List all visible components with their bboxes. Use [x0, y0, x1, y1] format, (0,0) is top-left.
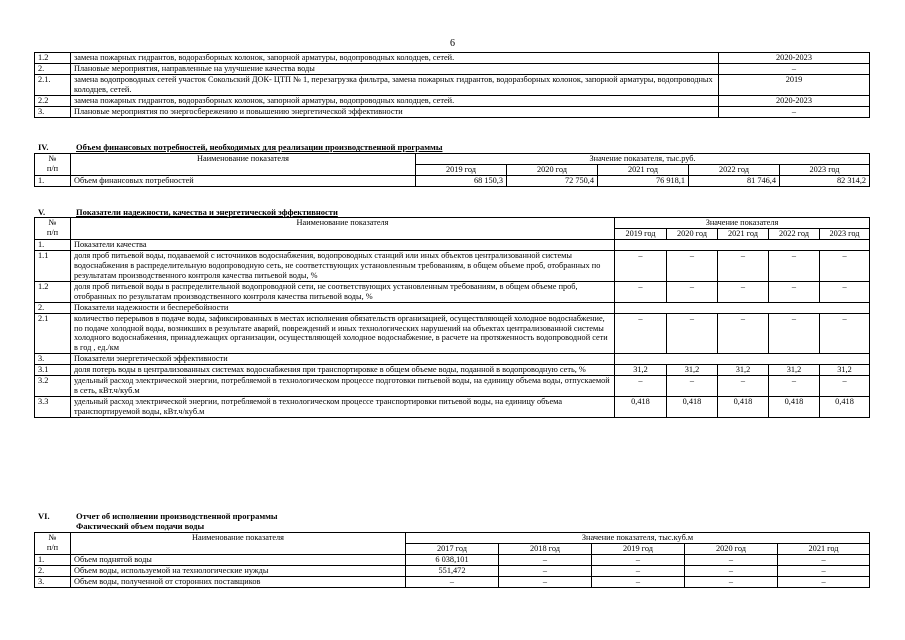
reliability-table	[34, 217, 870, 418]
row-value: –	[820, 281, 870, 302]
row-name: удельный расход электрической энергии, потребляемой в технологическом процессе подготовки питьевой воды, на единицу объема воды, отпускаемой в сеть, кВт.ч/куб.м	[71, 376, 615, 397]
row-name: доля потерь воды в централизованных системах водоснабжения при транспортировке в общем объеме воды, поданной в водопроводную сеть, %	[71, 365, 615, 376]
row-value: –	[685, 554, 778, 565]
group-row	[35, 239, 870, 250]
row-value: –	[769, 313, 820, 354]
row-num: 3.2	[35, 376, 71, 397]
row-num: 1.	[35, 554, 71, 565]
row-value: –	[615, 313, 667, 354]
row-value: 31,2	[820, 365, 870, 376]
row-value: 0,418	[820, 397, 870, 418]
header-value: Значение показателя, тыс.руб.	[416, 154, 870, 165]
row-value: 6 038,101	[406, 554, 499, 565]
row-name: Показатели качества	[71, 239, 615, 250]
table-row	[35, 175, 870, 186]
row-num: 1.2	[35, 281, 71, 302]
water-supply-table	[34, 532, 870, 588]
section-heading-vi	[38, 511, 278, 521]
row-name: удельный расход электрической энергии, потребляемой в технологическом процессе транспортировки питьевой воды, на единицу объема транспортируемой воды, кВт.ч/куб.м	[71, 397, 615, 418]
section-title: Объем финансовых потребностей, необходимых для реализации производственной программы	[76, 142, 443, 152]
row-name: Объем поднятой воды	[71, 554, 406, 565]
section-number: V.	[38, 207, 46, 217]
row-value: –	[615, 281, 667, 302]
section-number: VI.	[38, 511, 50, 521]
row-value: –	[406, 576, 499, 587]
row-num: 1.1	[35, 250, 71, 281]
page-number: 6	[450, 38, 455, 49]
row-value: –	[769, 250, 820, 281]
row-value: –	[615, 376, 667, 397]
section-heading-iv	[38, 142, 442, 152]
row-name: замена пожарных гидрантов, водоразборных колонок, запорной арматуры, водопроводных колодцев, сетей.	[71, 95, 719, 106]
table-row	[35, 63, 870, 74]
header-year: 2021 год	[778, 543, 870, 554]
row-value: –	[769, 281, 820, 302]
row-name: Показатели энергетической эффективности	[71, 354, 615, 365]
header-year: 2022 год	[769, 228, 820, 239]
header-year: 2022 год	[689, 164, 780, 175]
row-value: –	[592, 554, 685, 565]
row-num: 2.2	[35, 95, 71, 106]
row-name: Плановые мероприятия, направленные на улучшение качества воды	[71, 63, 719, 74]
row-value: –	[499, 554, 592, 565]
row-value: –	[718, 250, 769, 281]
row-value: 82 314,2	[780, 175, 870, 186]
header-name: Наименование показателя	[71, 218, 615, 240]
section-title: Отчет об исполнении производственной программы	[76, 511, 278, 521]
row-period: –	[719, 106, 870, 117]
row-num: 3.	[35, 354, 71, 365]
row-num: 2.	[35, 63, 71, 74]
table-row	[35, 250, 870, 281]
row-num: 1.	[35, 239, 71, 250]
row-value: 551,472	[406, 565, 499, 576]
table-row	[35, 53, 870, 64]
header-year: 2020 год	[507, 164, 598, 175]
header-value: Значение показателя, тыс.куб.м	[406, 533, 870, 544]
row-num: 1.2	[35, 53, 71, 64]
row-value: –	[499, 565, 592, 576]
row-value: 0,418	[718, 397, 769, 418]
row-value: –	[667, 313, 718, 354]
row-value: 31,2	[615, 365, 667, 376]
row-value: –	[667, 281, 718, 302]
row-name: доля проб питьевой воды в распределительной водопроводной сети, не соответствующих установленным требованиям, в общем объеме проб, отобранных по результатам производственного контроля качества питьевой воды, %	[71, 281, 615, 302]
section-number: IV.	[38, 142, 49, 152]
header-year: 2023 год	[780, 164, 870, 175]
financial-needs-table	[34, 153, 870, 187]
header-value: Значение показателя	[615, 218, 870, 229]
row-value: –	[615, 250, 667, 281]
header-num: № п/п	[35, 218, 71, 240]
table-row	[35, 576, 870, 587]
header-name: Наименование показателя	[71, 154, 416, 176]
row-value: 0,418	[667, 397, 718, 418]
row-value: 81 746,4	[689, 175, 780, 186]
row-value: –	[769, 376, 820, 397]
row-value: –	[685, 576, 778, 587]
row-num: 3.1	[35, 365, 71, 376]
row-num: 2.	[35, 302, 71, 313]
table-row	[35, 554, 870, 565]
row-value: 68 150,3	[416, 175, 507, 186]
row-num: 3.3	[35, 397, 71, 418]
header-year: 2021 год	[718, 228, 769, 239]
header-num: № п/п	[35, 533, 71, 555]
row-value: –	[718, 376, 769, 397]
header-num: № п/п	[35, 154, 71, 176]
table-row	[35, 313, 870, 354]
row-value: –	[592, 576, 685, 587]
row-period: 2019	[719, 74, 870, 95]
table-row	[35, 74, 870, 95]
section-subtitle	[76, 521, 204, 531]
header-year: 2017 год	[406, 543, 499, 554]
row-period: 2020-2023	[719, 95, 870, 106]
row-value: –	[820, 376, 870, 397]
row-name: количество перерывов в подаче воды, зафиксированных в местах исполнения обязательств организацией, осуществляющей холодное водоснабжение, по подаче холодной воды, возникших в результате аварий, повреждений и иных технологических нарушений на объектах централизованной системы холодного водоснабжения, принадлежащих организации, осуществляющей холодное водоснабжение, в расчете на протяженность водопроводной сети в год , ед./км	[71, 313, 615, 354]
row-num: 1.	[35, 175, 71, 186]
table-row	[35, 95, 870, 106]
header-year: 2023 год	[820, 228, 870, 239]
header-name: Наименование показателя	[71, 533, 406, 555]
row-value: 31,2	[718, 365, 769, 376]
row-name: Объем финансовых потребностей	[71, 175, 416, 186]
table-row	[35, 376, 870, 397]
row-value: –	[820, 313, 870, 354]
row-name: доля проб питьевой воды, подаваемой с источников водоснабжения, водопроводных станций или иных объектов централизованной системы водоснабжения в распределительную водопроводную сеть, не соответствующих установленным требованиям, в общем объеме проб, отобранных по результатам производственного контроля качества питьевой воды, %	[71, 250, 615, 281]
row-value: –	[778, 554, 870, 565]
table-row	[35, 106, 870, 117]
row-value: 0,418	[615, 397, 667, 418]
row-value: –	[778, 576, 870, 587]
table-row	[35, 365, 870, 376]
row-name: Показатели надежности и бесперебойности	[71, 302, 615, 313]
header-year: 2020 год	[685, 543, 778, 554]
row-value: 76 918,1	[598, 175, 689, 186]
row-value: 0,418	[769, 397, 820, 418]
header-year: 2021 год	[598, 164, 689, 175]
row-value: –	[685, 565, 778, 576]
header-year: 2019 год	[615, 228, 667, 239]
section-subtitle-text: Фактический объем подачи воды	[76, 521, 205, 531]
row-name: Плановые мероприятия по энергосбережению и повышению энергетической эффективности	[71, 106, 719, 117]
row-value: –	[718, 313, 769, 354]
row-value: –	[499, 576, 592, 587]
row-num: 3.	[35, 106, 71, 117]
group-row	[35, 354, 870, 365]
table-row	[35, 397, 870, 418]
row-period: –	[719, 63, 870, 74]
section-heading-v	[38, 207, 338, 217]
row-value: 72 750,4	[507, 175, 598, 186]
row-name: замена водопроводных сетей участок Сокольский ДОК- ЦТП № 1, перезагрузка фильтра, замена пожарных гидрантов, водоразборных колонок, запорной арматуры, водопроводных колодцев, сетей.	[71, 74, 719, 95]
row-name: Объем воды, полученной от сторонних поставщиков	[71, 576, 406, 587]
row-value: –	[820, 250, 870, 281]
header-year: 2019 год	[416, 164, 507, 175]
row-num: 2.1.	[35, 74, 71, 95]
row-num: 3.	[35, 576, 71, 587]
row-value: 31,2	[667, 365, 718, 376]
row-name: Объем воды, используемой на технологические нужды	[71, 565, 406, 576]
table-row	[35, 281, 870, 302]
row-value: –	[667, 250, 718, 281]
row-name: замена пожарных гидрантов, водоразборных колонок, запорной арматуры, водопроводных колодцев, сетей.	[71, 53, 719, 64]
group-row	[35, 302, 870, 313]
section-title: Показатели надежности, качества и энергетической эффективности	[76, 207, 338, 217]
row-value: –	[592, 565, 685, 576]
row-value: –	[718, 281, 769, 302]
row-num: 2.	[35, 565, 71, 576]
measures-table	[34, 52, 870, 118]
row-value: 31,2	[769, 365, 820, 376]
row-num: 2.1	[35, 313, 71, 354]
row-value: –	[667, 376, 718, 397]
table-row	[35, 565, 870, 576]
header-year: 2019 год	[592, 543, 685, 554]
row-value: –	[778, 565, 870, 576]
header-year: 2018 год	[499, 543, 592, 554]
header-year: 2020 год	[667, 228, 718, 239]
row-period: 2020-2023	[719, 53, 870, 64]
